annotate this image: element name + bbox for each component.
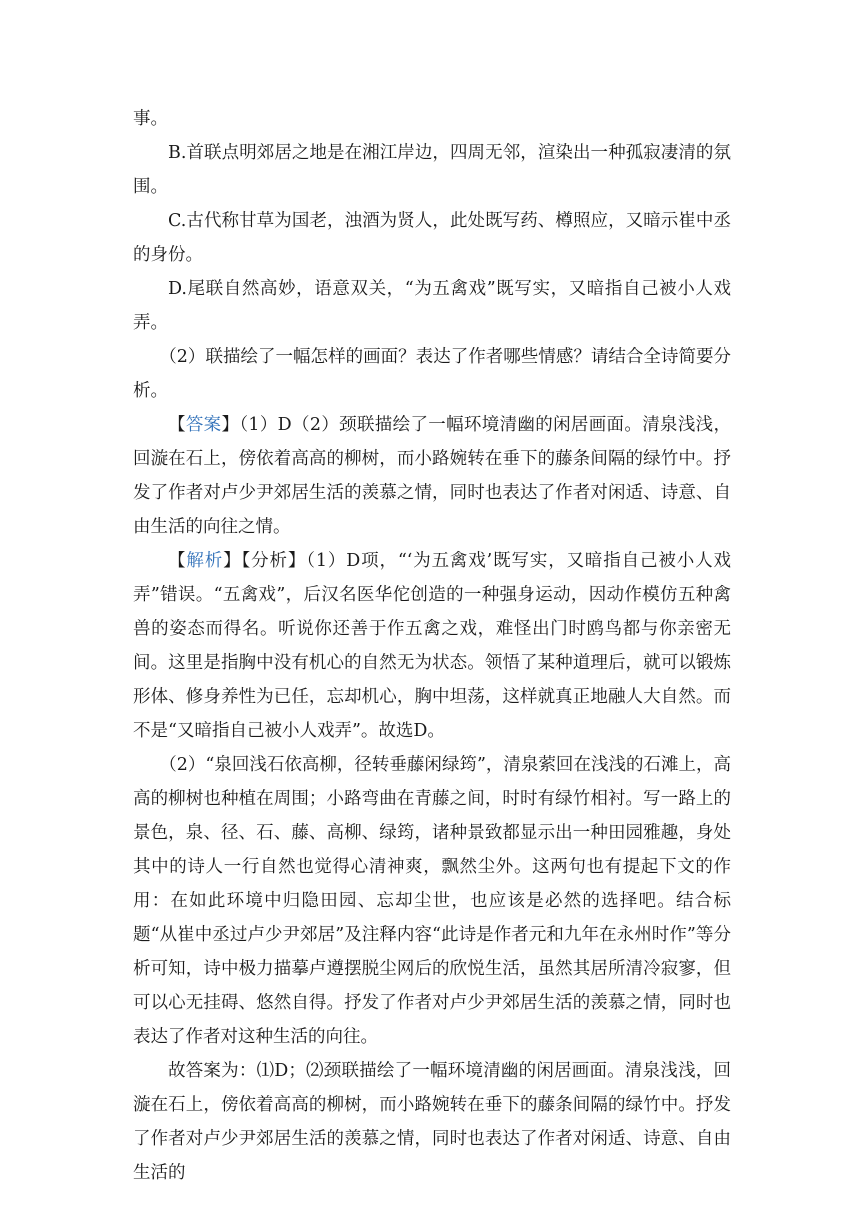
analysis-text-1: （1）D项，“‘为五禽戏’既写实，又暗指自己被小人戏弄”错误。“五禽戏”，后汉名医华佗创造的一种强身运动，因动作模仿五种禽兽的姿态而得名。听说你还善于作五禽之戏，难怪出门时鸥鸟都与你亲密无间。这里是指胸中没有机心的自然无为状态。领悟了某种道理后，就可以锻炼形体、修身养性为已任，忘却机心，胸中坦荡，这样就真正地融人大自然。而不是“又暗指自己被小人戏弄”。故选D。: [133, 551, 732, 741]
answer-bracket-close: 】: [221, 415, 240, 435]
question-2: （2）联描绘了一幅怎样的画面？表达了作者哪些情感？请结合全诗简要分析。: [133, 347, 731, 401]
analysis-bracket-open: 【: [168, 551, 187, 571]
final-answer-paragraph: 故答案为：⑴D；⑵颈联描绘了一幅环境清幽的闲居画面。清泉浅浅，回漩在石上，傍依着高高的柳树，而小路婉转在垂下的藤条间隔的绿竹中。抒发了作者对卢少尹郊居生活的羡慕之情，同时也表达了作者对闲适、诗意、自由生活的: [133, 1061, 731, 1183]
answer-text: （1）D（2）颈联描绘了一幅环境清幽的闲居画面。清泉浅浅，回漩在石上，傍依着高高的柳树，而小路婉转在垂下的藤条间隔的绿竹中。抒发了作者对卢少尹郊居生活的羡慕之情，同时也表达了作者对闲适、诗意、自由生活的向往之情。: [133, 415, 732, 537]
analysis-paragraph-2: （2）“泉回浅石依高柳，径转垂藤闲绿筠”，清泉萦回在浅浅的石滩上，高高的柳树也种植在周围；小路弯曲在青藤之间，时时有绿竹相衬。写一路上的景色，泉、径、石、藤、高柳、绿筠，诸种景致都显示出一种田园雅趣，身处其中的诗人一行自然也觉得心清神爽，飘然尘外。这两句也有提起下文的作用：在如此环境中归隐田园、忘却尘世，也应该是必然的选择吧。结合标题“从崔中丞过卢少尹郊居”及注释内容“此诗是作者元和九年在永州时作”等分析可知，诗中极力描摹卢遵摆脱尘网后的欣悦生活，虽然其居所清冷寂寥，但可以心无挂碍、悠然自得。抒发了作者对卢少尹郊居生活的羡慕之情，同时也表达了作者对这种生活的向往。: [133, 755, 731, 1047]
option-d: D.尾联自然高妙，语意双关，“为五禽戏”既写实，又暗指自己被小人戏弄。: [133, 279, 731, 333]
analysis-sub-label: 【分析】: [241, 551, 307, 571]
answer-bracket-open: 【: [168, 415, 186, 435]
analysis-tag: 解析: [186, 551, 224, 571]
text-line-continuation: 事。: [133, 109, 168, 129]
document-page: [133, 102, 731, 1190]
analysis-paragraph-1: [133, 544, 731, 748]
answer-tag: 答案: [185, 415, 222, 435]
option-b: B.首联点明郊居之地是在湘江岸边，四周无邻，渲染出一种孤寂凄清的氛围。: [133, 143, 731, 197]
analysis-bracket-close: 】: [223, 551, 242, 571]
option-c: C.古代称甘草为国老，浊酒为贤人，此处既写药、樽照应，又暗示崔中丞的身份。: [133, 211, 731, 265]
answer-paragraph: [133, 408, 731, 544]
